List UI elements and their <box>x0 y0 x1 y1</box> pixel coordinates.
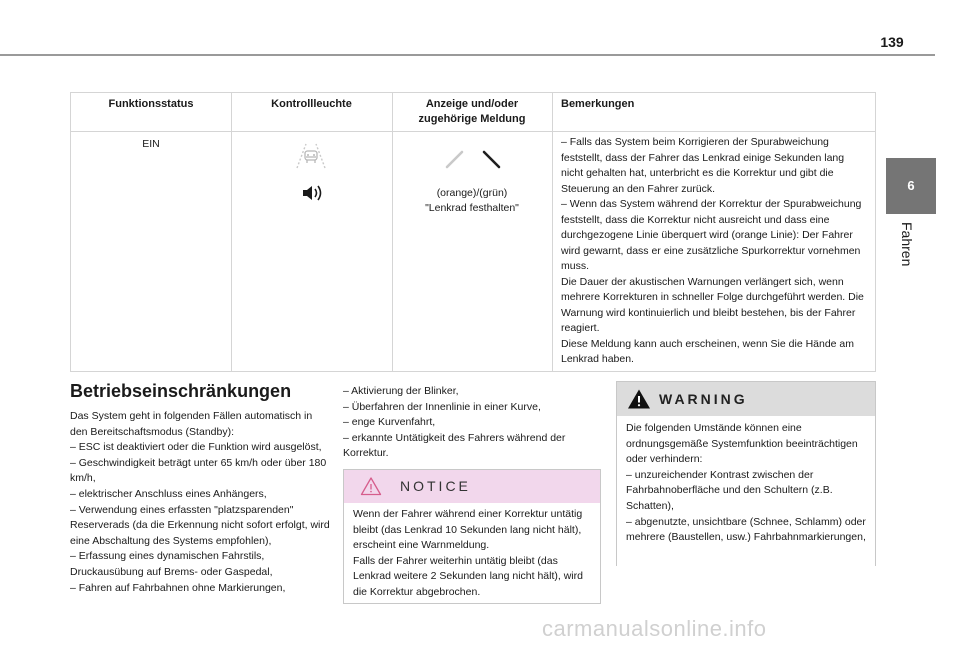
table-header-remarks: Bemerkungen <box>561 98 635 110</box>
display-caption: (orange)/(grün) <box>436 187 508 199</box>
section-title: Betriebseinschränkungen <box>70 381 292 401</box>
list-item: – Fahren auf Fahrbahnen ohne Markierungen, <box>70 581 286 594</box>
notice-box <box>343 469 601 604</box>
list-item: – Verwendung eines erfassten "platzsparenden" Reserverads (da die Erkennung nicht sofort erfolgt, wird eine Abschaltung des Systems empfohlen), <box>70 503 330 547</box>
warning-title: WARNING <box>659 391 748 407</box>
lane-lines-icon <box>443 148 503 170</box>
table-header-display: Anzeige und/oder zugehörige Meldung <box>418 98 526 125</box>
list-item: – Aktivierung der Blinker, <box>343 385 459 397</box>
function-table <box>70 92 876 372</box>
list-item: – Geschwindigkeit beträgt unter 65 km/h oder über 180 km/h, <box>70 456 327 485</box>
list-item: – erkannte Untätigkeit des Fahrers während der Korrektur. <box>343 431 566 460</box>
column-divider <box>392 93 393 371</box>
notice-header <box>344 470 600 503</box>
warning-header <box>617 382 875 416</box>
left-column-text <box>70 409 332 596</box>
notice-title: NOTICE <box>400 478 471 494</box>
warning-box <box>616 381 876 566</box>
column-divider <box>231 93 232 371</box>
list-item: – enge Kurvenfahrt, <box>343 416 436 429</box>
list-item: – abgenutzte, unsichtbare (Schnee, Schlamm) oder mehrere (Baustellen, usw.) Fahrbahnmarkierungen, <box>626 515 866 544</box>
table-header-status: Funktionsstatus <box>108 98 194 110</box>
paragraph: Das System geht in folgenden Fällen automatisch in den Bereitschaftsmodus (Standby): <box>70 410 313 438</box>
remark-paragraph: Die Dauer der akustischen Warnungen verlängert sich, wenn mehrere Korrekturen in schneller Folge durchgeführt werden. Die Warnung wird kontinuierlich und bleibt bestehen, bis der Fahrer reagiert. <box>561 275 864 334</box>
watermark-text[interactable]: carmanualsonline.info <box>542 616 767 641</box>
remark-paragraph: – Wenn das System während der Korrektur der Spurabweichung feststellt, dass die Korrektur nicht ausreicht und dass eine durchgezogene Linie überquert wird (orange Linie): Der Fahrer wird gewarnt, dass er eine zusätzliche Spurkorrektur vornehmen muss. <box>561 198 862 272</box>
header-divider <box>71 131 875 132</box>
notice-text <box>353 507 595 600</box>
remarks-cell <box>561 135 869 368</box>
lane-keep-indicator-icon <box>291 141 331 171</box>
remark-paragraph: Diese Meldung kann auch erscheinen, wenn Sie die Hände am Lenkrad haben. <box>561 337 855 365</box>
list-item: – unzureichender Kontrast zwischen der Fahrbahnoberfläche und den Schultern (z.B. Schatten), <box>626 468 833 512</box>
remark-paragraph: – Falls das System beim Korrigieren der Spurabweichung feststellt, dass der Fahrer das Lenkrad einige Sekunden lang nicht gehalten hat, unterbricht es die Korrektur und gibt die Steuerung an den Fahrer zurück. <box>561 136 845 195</box>
page-number: 139 <box>880 34 904 50</box>
warning-text <box>626 421 870 546</box>
header-rule <box>0 54 935 56</box>
list-item: – elektrischer Anschluss eines Anhängers, <box>70 487 267 500</box>
status-cell: EIN <box>142 138 160 150</box>
column-divider <box>552 93 553 371</box>
display-message: "Lenkrad festhalten" <box>425 202 519 214</box>
paragraph: Die folgenden Umstände können eine ordnungsgemäße Systemfunktion beeinträchtigen oder verhindern: <box>626 422 858 466</box>
paragraph: Falls der Fahrer weiterhin untätig bleibt (das Lenkrad weitere 2 Sekunden lang nicht hält), wird die Korrektur abgebrochen. <box>353 554 583 598</box>
list-item: – Erfassung eines dynamischen Fahrstils, Druckausübung auf Brems- oder Gaspedal, <box>70 550 273 578</box>
chapter-label: Fahren <box>899 222 915 267</box>
list-item: – ESC ist deaktiviert oder die Funktion wird ausgelöst, <box>70 441 322 454</box>
paragraph: Wenn der Fahrer während einer Korrektur untätig bleibt (das Lenkrad 10 Sekunden lang nicht hält), erscheint eine Warnmeldung. <box>353 508 583 551</box>
warning-triangle-icon <box>627 388 651 410</box>
warning-triangle-icon <box>360 476 382 496</box>
chapter-tab[interactable]: 6 <box>886 158 936 214</box>
middle-column-text <box>343 384 601 462</box>
speaker-sound-icon <box>301 183 323 203</box>
list-item: – Überfahren der Innenlinie in einer Kurve, <box>343 400 541 413</box>
table-header-indicator: Kontrollleuchte <box>271 98 352 110</box>
